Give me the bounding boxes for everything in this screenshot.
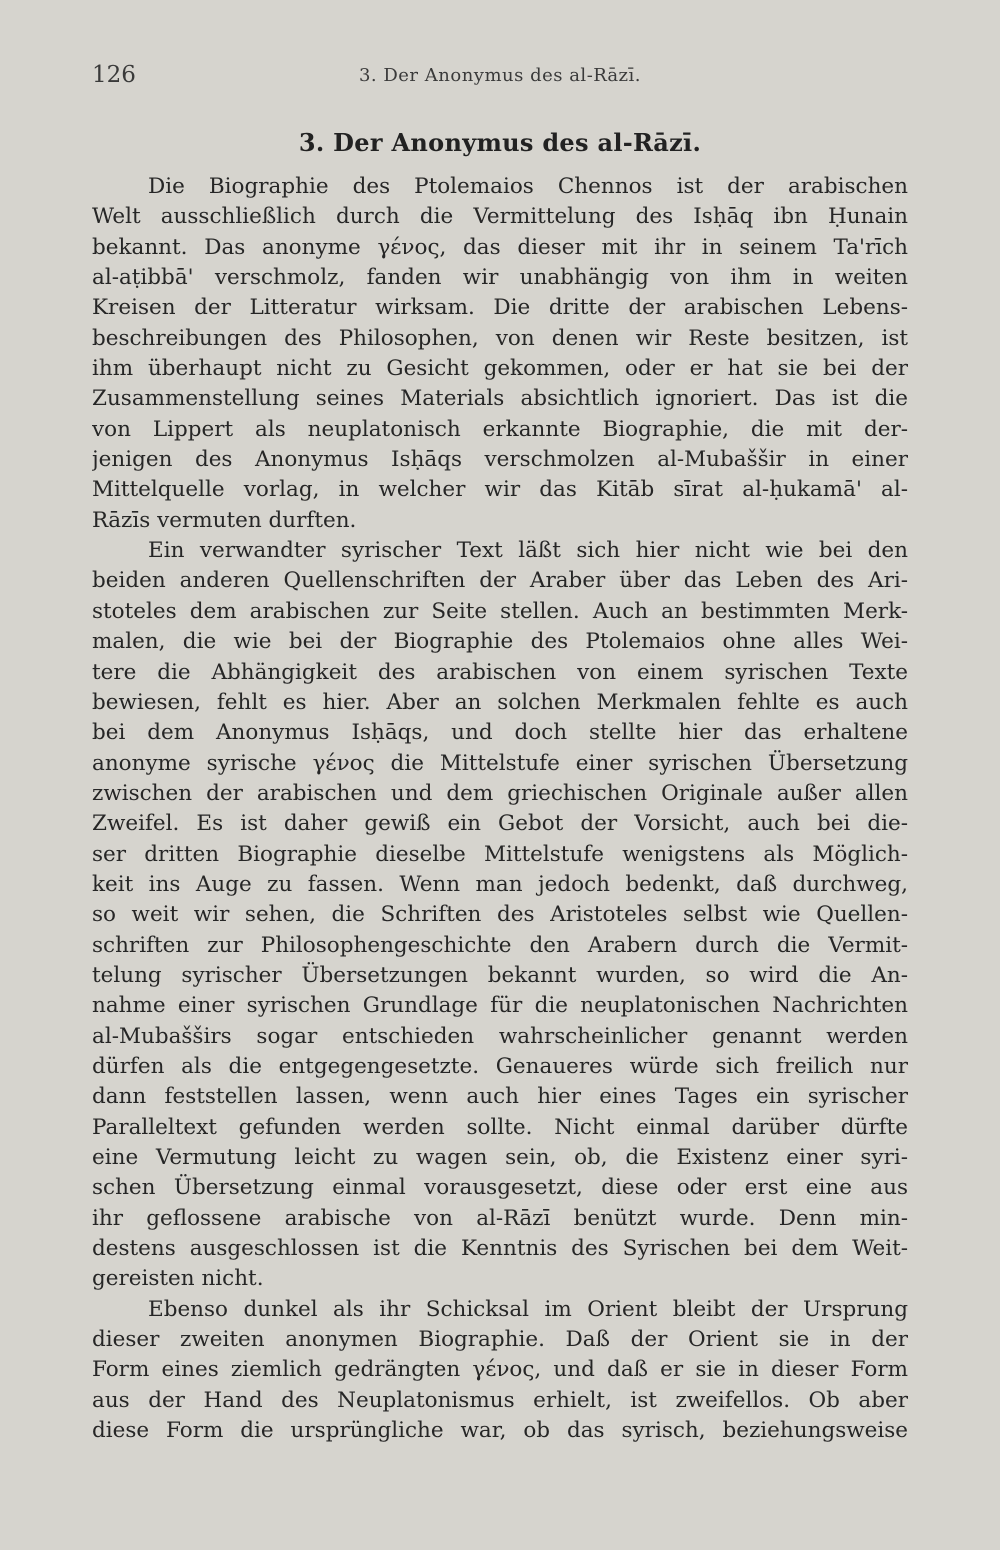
text-line: von Lippert als neuplatonisch erkannte Biographie, die mit der- xyxy=(92,416,908,442)
text-line: ser dritten Biographie dieselbe Mittelstufe wenigstens als Möglich- xyxy=(92,841,908,867)
text-line: gereisten nicht. xyxy=(92,1266,264,1292)
text-line: keit ins Auge zu fassen. Wenn man jedoch bedenkt, daß durchweg, xyxy=(92,871,908,897)
text-line: bei dem Anonymus Isḥāqs, und doch stellte hier das erhaltene xyxy=(92,720,908,746)
text-line: beiden anderen Quellenschriften der Araber über das Leben des Ari- xyxy=(92,568,908,594)
text-line: Paralleltext gefunden werden sollte. Nicht einmal darüber dürfte xyxy=(92,1114,908,1140)
text-line: Mittelquelle vorlag, in welcher wir das Kitāb sīrat al-ḥukamā' al- xyxy=(92,477,908,503)
text-line: Ebenso dunkel als ihr Schicksal im Orient bleibt der Ursprung xyxy=(148,1296,908,1322)
text-line: jenigen des Anonymus Isḥāqs verschmolzen al-Mubaššir in einer xyxy=(92,447,908,473)
body-text xyxy=(92,172,908,1446)
text-line: schen Übersetzung einmal vorausgesetzt, diese oder erst eine aus xyxy=(92,1175,908,1201)
text-line: destens ausgeschlossen ist die Kenntnis des Syrischen bei dem Weit- xyxy=(92,1236,908,1262)
text-line: beschreibungen des Philosophen, von denen wir Reste besitzen, ist xyxy=(92,325,908,351)
text-line: bekannt. Das anonyme γένος, das dieser mit ihr in seinem Ta'rīch xyxy=(92,234,908,260)
running-title: 3. Der Anonymus des al-Rāzī. xyxy=(358,65,642,86)
text-line: stoteles dem arabischen zur Seite stellen. Auch an bestimmten Merk- xyxy=(92,598,908,624)
text-line: anonyme syrische γένος die Mittelstufe einer syrischen Übersetzung xyxy=(92,750,908,776)
text-line: Zusammenstellung seines Materials absichtlich ignoriert. Das ist die xyxy=(92,386,908,412)
text-line: telung syrischer Übersetzungen bekannt wurden, so wird die An- xyxy=(92,962,908,988)
text-line: Ein verwandter syrischer Text läßt sich hier nicht wie bei den xyxy=(148,538,908,564)
text-line: Form eines ziemlich gedrängten γένος, und daß er sie in dieser Form xyxy=(92,1357,908,1383)
text-line: al-Mubašširs sogar entschieden wahrscheinlicher genannt werden xyxy=(92,1023,908,1049)
text-line: dann feststellen lassen, wenn auch hier eines Tages ein syrischer xyxy=(92,1084,908,1110)
text-line: so weit wir sehen, die Schriften des Aristoteles selbst wie Quellen- xyxy=(92,902,908,928)
text-line: tere die Abhängigkeit des arabischen von einem syrischen Texte xyxy=(92,659,908,685)
page-number: 126 xyxy=(92,62,136,88)
text-line: Kreisen der Litteratur wirksam. Die dritte der arabischen Lebens- xyxy=(92,295,908,321)
text-line: malen, die wie bei der Biographie des Ptolemaios ohne alles Wei- xyxy=(92,629,908,655)
text-line: Zweifel. Es ist daher gewiß ein Gebot der Vorsicht, auch bei die- xyxy=(92,811,908,837)
text-line: nahme einer syrischen Grundlage für die neuplatonischen Nachrichten xyxy=(92,993,908,1019)
running-head xyxy=(92,62,908,92)
text-line: Welt ausschließlich durch die Vermittelung des Isḥāq ibn Ḥunain xyxy=(92,204,908,230)
text-line: bewiesen, fehlt es hier. Aber an solchen Merkmalen fehlte es auch xyxy=(92,689,908,715)
text-line: dieser zweiten anonymen Biographie. Daß der Orient sie in der xyxy=(92,1327,908,1353)
text-line: Rāzīs vermuten durften. xyxy=(92,507,357,533)
section-title: 3. Der Anonymus des al-Rāzī. xyxy=(298,128,702,157)
text-line: ihm überhaupt nicht zu Gesicht gekommen, oder er hat sie bei der xyxy=(92,356,908,382)
text-line: al-aṭibbā' verschmolz, fanden wir unabhängig von ihm in weiten xyxy=(92,265,908,291)
text-line: dürfen als die entgegengesetzte. Genaueres würde sich freilich nur xyxy=(92,1053,908,1079)
text-line: aus der Hand des Neuplatonismus erhielt, ist zweifellos. Ob aber xyxy=(92,1387,908,1413)
text-line: ihr geflossene arabische von al-Rāzī benützt wurde. Denn min- xyxy=(92,1205,908,1231)
text-line: eine Vermutung leicht zu wagen sein, ob, die Existenz einer syri- xyxy=(92,1145,908,1170)
text-line: Die Biographie des Ptolemaios Chennos ist der arabischen xyxy=(148,174,908,199)
text-line: schriften zur Philosophengeschichte den Arabern durch die Vermit- xyxy=(92,932,908,958)
text-line: diese Form die ursprüngliche war, ob das syrisch, beziehungsweise xyxy=(92,1418,908,1444)
text-line: zwischen der arabischen und dem griechischen Originale außer allen xyxy=(92,780,908,806)
